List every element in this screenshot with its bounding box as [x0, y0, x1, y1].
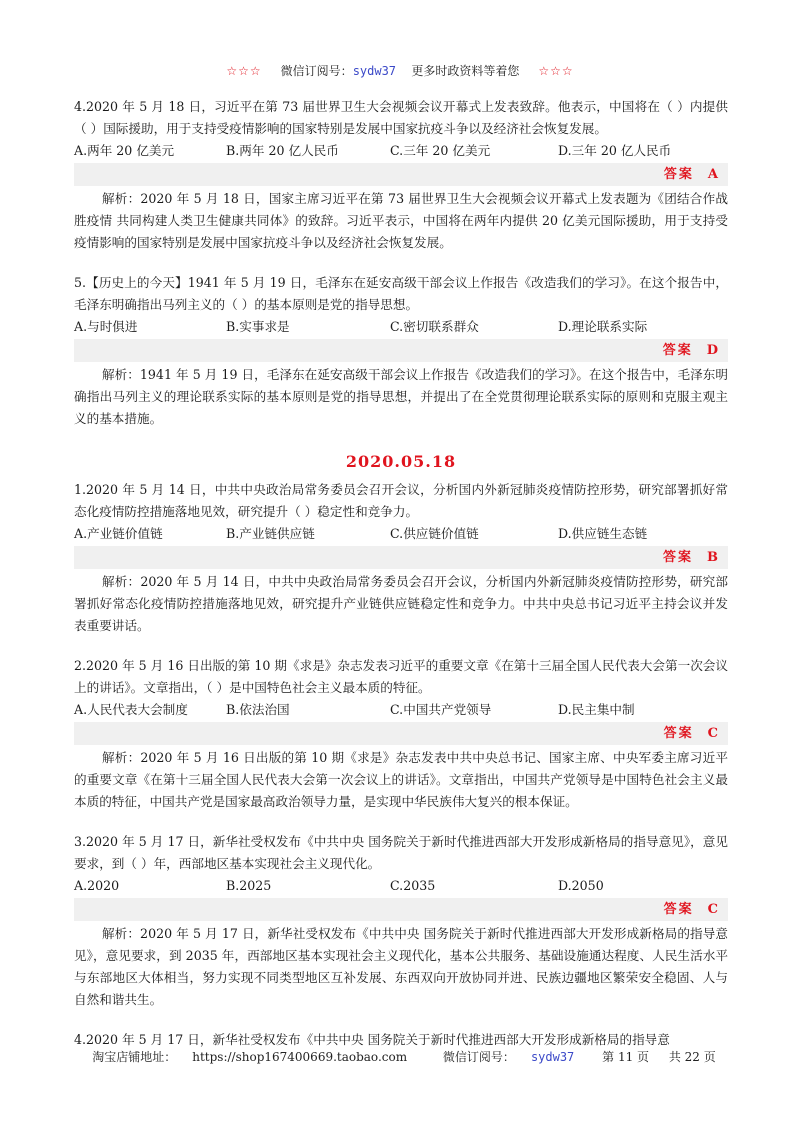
answer-label: 答案: [663, 902, 694, 917]
question-text: 4.2020 年 5 月 18 日，习近平在第 73 届世界卫生大会视频会议开幕式上发表致辞。他表示，中国将在（ ）内提供（ ）国际援助，用于支持受疫情影响的国家特别是发展中国家抗疫斗争以及经济社会恢复发展。: [74, 99, 728, 136]
option: C.密切联系群众: [390, 319, 479, 334]
answer-value: A: [707, 167, 720, 182]
explanation-text: 解析：2020 年 5 月 14 日，中共中央政治局常务委员会召开会议，分析国内外新冠肺炎疫情防控形势，研究部署抓好常态化疫情防控措施落地见效，研究提升产业链供应链稳定性和竞争力。中共中央总书记习近平主持会议并发表重要讲话。: [74, 574, 728, 633]
question-text: 1.2020 年 5 月 14 日，中共中央政治局常务委员会召开会议，分析国内外新冠肺炎疫情防控形势，研究部署抓好常态化疫情防控措施落地见效，研究提升（ ）稳定性和竞争力。: [74, 482, 728, 519]
option: B.2025: [226, 878, 272, 893]
options-row: [74, 875, 728, 897]
page-total: 共 22 页: [668, 1050, 716, 1064]
question-block: [74, 96, 728, 254]
answer-label: 答案: [663, 726, 694, 741]
answer-bar: [74, 898, 728, 921]
answer-label: 答案: [662, 550, 693, 565]
question-text: 2.2020 年 5 月 16 日出版的第 10 期《求是》杂志发表习近平的重要文章《在第十三届全国人民代表大会第一次会议上的讲话》。文章指出，（ ）是中国特色社会主义最本质的特征。: [74, 658, 728, 695]
answer-bar: [74, 163, 728, 186]
options-row: [74, 316, 728, 338]
options-row: [74, 699, 728, 721]
answer-value: D: [706, 343, 720, 358]
explanation-text: 解析：2020 年 5 月 17 日，新华社受权发布《中共中央 国务院关于新时代推进西部大开发形成新格局的指导意见》，意见要求，到 2035 年，西部地区基本实现社会主义现代化，基本公共服务、基础设施通达程度、人民生活水平与东部地区大体相当，努力实现不同类型地区互补发展、东西双向开放协同并进、民族边疆地区繁荣安全稳固、人与自然和谐共生。: [74, 926, 728, 1007]
answer-bar: [74, 339, 728, 362]
star-decoration-icon: ☆☆☆: [538, 64, 574, 78]
option: D.三年 20 亿人民币: [558, 143, 672, 158]
option: A.与时俱进: [74, 319, 138, 334]
explanation-text: 解析：1941 年 5 月 19 日，毛泽东在延安高级干部会议上作报告《改造我们的学习》。在这个报告中，毛泽东明确指出马列主义的理论联系实际的基本原则是党的指导思想，并提出了在全党贯彻理论联系实际的原则和克服主观主义的基本措施。: [74, 367, 728, 426]
footer-wechat-account: sydw37: [530, 1050, 575, 1064]
answer-bar: [74, 546, 728, 569]
page-number: 第 11 页: [602, 1050, 650, 1064]
answer-bar: [74, 722, 728, 745]
answer-label: 答案: [662, 343, 693, 358]
answer-value: B: [707, 550, 720, 565]
explanation-text: 解析：2020 年 5 月 18 日，国家主席习近平在第 73 届世界卫生大会视频会议开幕式上发表题为《团结合作战胜疫情 共同构建人类卫生健康共同体》的致辞。习近平表示，中国将在两年内提供 20 亿美元国际援助，用于支持受疫情影响的国家特别是发展中国家抗疫斗争以及经济社会恢复发展。: [74, 191, 728, 250]
option: B.产业链供应链: [226, 526, 315, 541]
option: B.依法治国: [226, 702, 290, 717]
option: D.民主集中制: [558, 702, 635, 717]
options-row: [74, 140, 728, 162]
footer-shop-link[interactable]: https://shop167400669.taobao.com: [192, 1050, 408, 1064]
question-block: [74, 479, 728, 637]
header-tagline: 更多时政资料等着您: [411, 64, 520, 78]
header-account: sydw37: [352, 64, 397, 78]
footer-wechat-label: 微信订阅号：: [442, 1050, 515, 1064]
option: C.中国共产党领导: [390, 702, 492, 717]
answer-label: 答案: [663, 167, 694, 182]
option: D.2050: [558, 878, 604, 893]
option: B.实事求是: [226, 319, 290, 334]
options-row: [74, 523, 728, 545]
option: C.2035: [390, 878, 436, 893]
question-text: 3.2020 年 5 月 17 日，新华社受权发布《中共中央 国务院关于新时代推进西部大开发形成新格局的指导意见》，意见要求，到（ ）年，西部地区基本实现社会主义现代化。: [74, 834, 728, 871]
option: A.人民代表大会制度: [74, 702, 188, 717]
question-text: 4.2020 年 5 月 17 日，新华社受权发布《中共中央 国务院关于新时代推进西部大开发形成新格局的指导意: [74, 1032, 670, 1047]
header-label: 微信订阅号：: [280, 64, 353, 78]
option: A.产业链价值链: [74, 526, 163, 541]
footer-shop-label: 淘宝店铺地址：: [92, 1050, 177, 1064]
document-body: [74, 96, 728, 1051]
option: A.2020: [74, 878, 120, 893]
option: D.理论联系实际: [558, 319, 648, 334]
option: A.两年 20 亿美元: [74, 143, 175, 158]
explanation-text: 解析：2020 年 5 月 16 日出版的第 10 期《求是》杂志发表中共中央总书记、国家主席、中央军委主席习近平的重要文章《在第十三届全国人民代表大会第一次会议上的讲话》。文章指出，中国共产党领导是中国特色社会主义最本质的特征，中国共产党是国家最高政治领导力量，是实现中华民族伟大复兴的根本保证。: [74, 750, 728, 809]
option: C.供应链价值链: [390, 526, 479, 541]
question-block: [74, 831, 728, 1011]
section-date-heading: 2020.05.18: [345, 452, 457, 471]
page-header: [0, 62, 800, 79]
answer-value: C: [707, 902, 720, 917]
question-block: [74, 655, 728, 813]
answer-value: C: [707, 726, 720, 741]
option: B.两年 20 亿人民币: [226, 143, 339, 158]
option: C.三年 20 亿美元: [390, 143, 491, 158]
star-decoration-icon: ☆☆☆: [226, 64, 262, 78]
option: D.供应链生态链: [558, 526, 648, 541]
question-block: [74, 272, 728, 430]
page-footer: [0, 1048, 800, 1065]
question-text: 5.【历史上的今天】1941 年 5 月 19 日，毛泽东在延安高级干部会议上作报告《改造我们的学习》。在这个报告中，毛泽东明确指出马列主义的（ ）的基本原则是党的指导思想。: [74, 275, 728, 312]
